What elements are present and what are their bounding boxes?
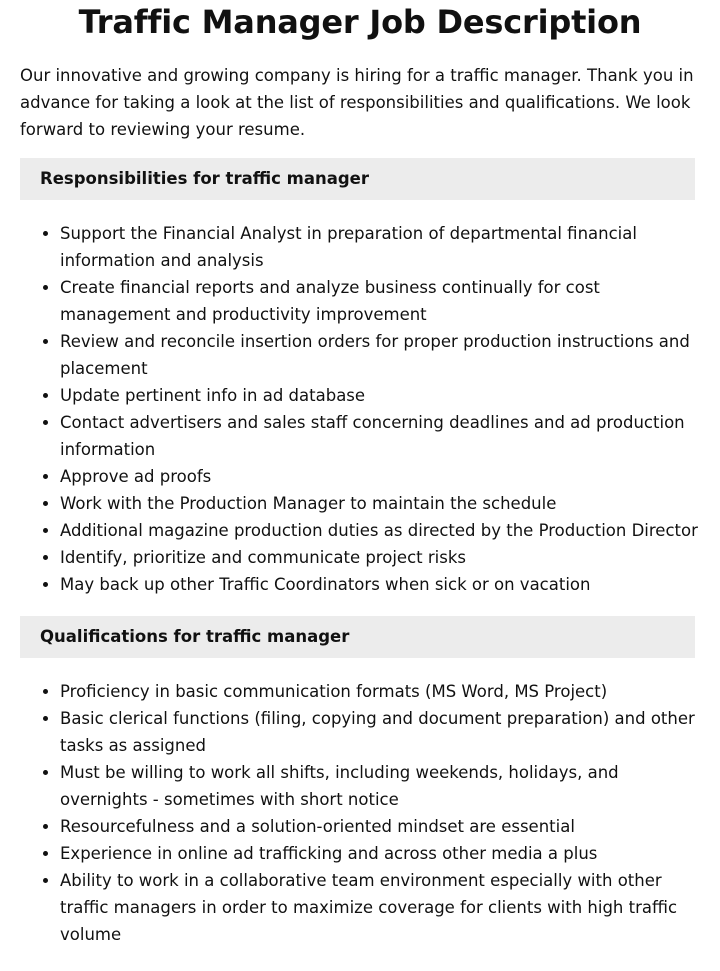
page-title: Traffic Manager Job Description: [78, 3, 642, 41]
list-item: • Identify, prioritize and communicate project risks: [60, 544, 700, 571]
list-item: • Review and reconcile insertion orders for proper production instructions and placement: [60, 328, 700, 382]
list-item: • Additional magazine production duties as directed by the Production Director: [60, 517, 700, 544]
qualifications-list: [20, 678, 700, 948]
list-item: • Experience in online ad trafficking and across other media a plus: [60, 840, 700, 867]
list-item: • Must be willing to work all shifts, including weekends, holidays, and overnights - sometimes with short notice: [60, 759, 700, 813]
list-item: • Work with the Production Manager to maintain the schedule: [60, 490, 700, 517]
list-item: • Update pertinent info in ad database: [60, 382, 700, 409]
intro-paragraph: Our innovative and growing company is hiring for a traffic manager. Thank you in advance for taking a look at the list of responsibilities and qualifications. We look forward to reviewing your resume.: [20, 66, 694, 139]
responsibilities-heading: Responsibilities for traffic manager: [20, 158, 695, 200]
list-item: • Ability to work in a collaborative team environment especially with other traffic managers in order to maximize coverage for clients with high traffic volume: [60, 867, 700, 948]
list-item: • Proficiency in basic communication formats (MS Word, MS Project): [60, 678, 700, 705]
list-item: • Resourcefulness and a solution-oriented mindset are essential: [60, 813, 700, 840]
list-item: • May back up other Traffic Coordinators when sick or on vacation: [60, 571, 700, 598]
list-item: • Create financial reports and analyze business continually for cost management and productivity improvement: [60, 274, 700, 328]
qualifications-heading: Qualifications for traffic manager: [20, 616, 695, 658]
list-item: • Contact advertisers and sales staff concerning deadlines and ad production information: [60, 409, 700, 463]
list-item: • Approve ad proofs: [60, 463, 700, 490]
list-item: • Support the Financial Analyst in preparation of departmental financial information and analysis: [60, 220, 700, 274]
list-item: • Basic clerical functions (filing, copying and document preparation) and other tasks as assigned: [60, 705, 700, 759]
responsibilities-list: [20, 220, 700, 598]
